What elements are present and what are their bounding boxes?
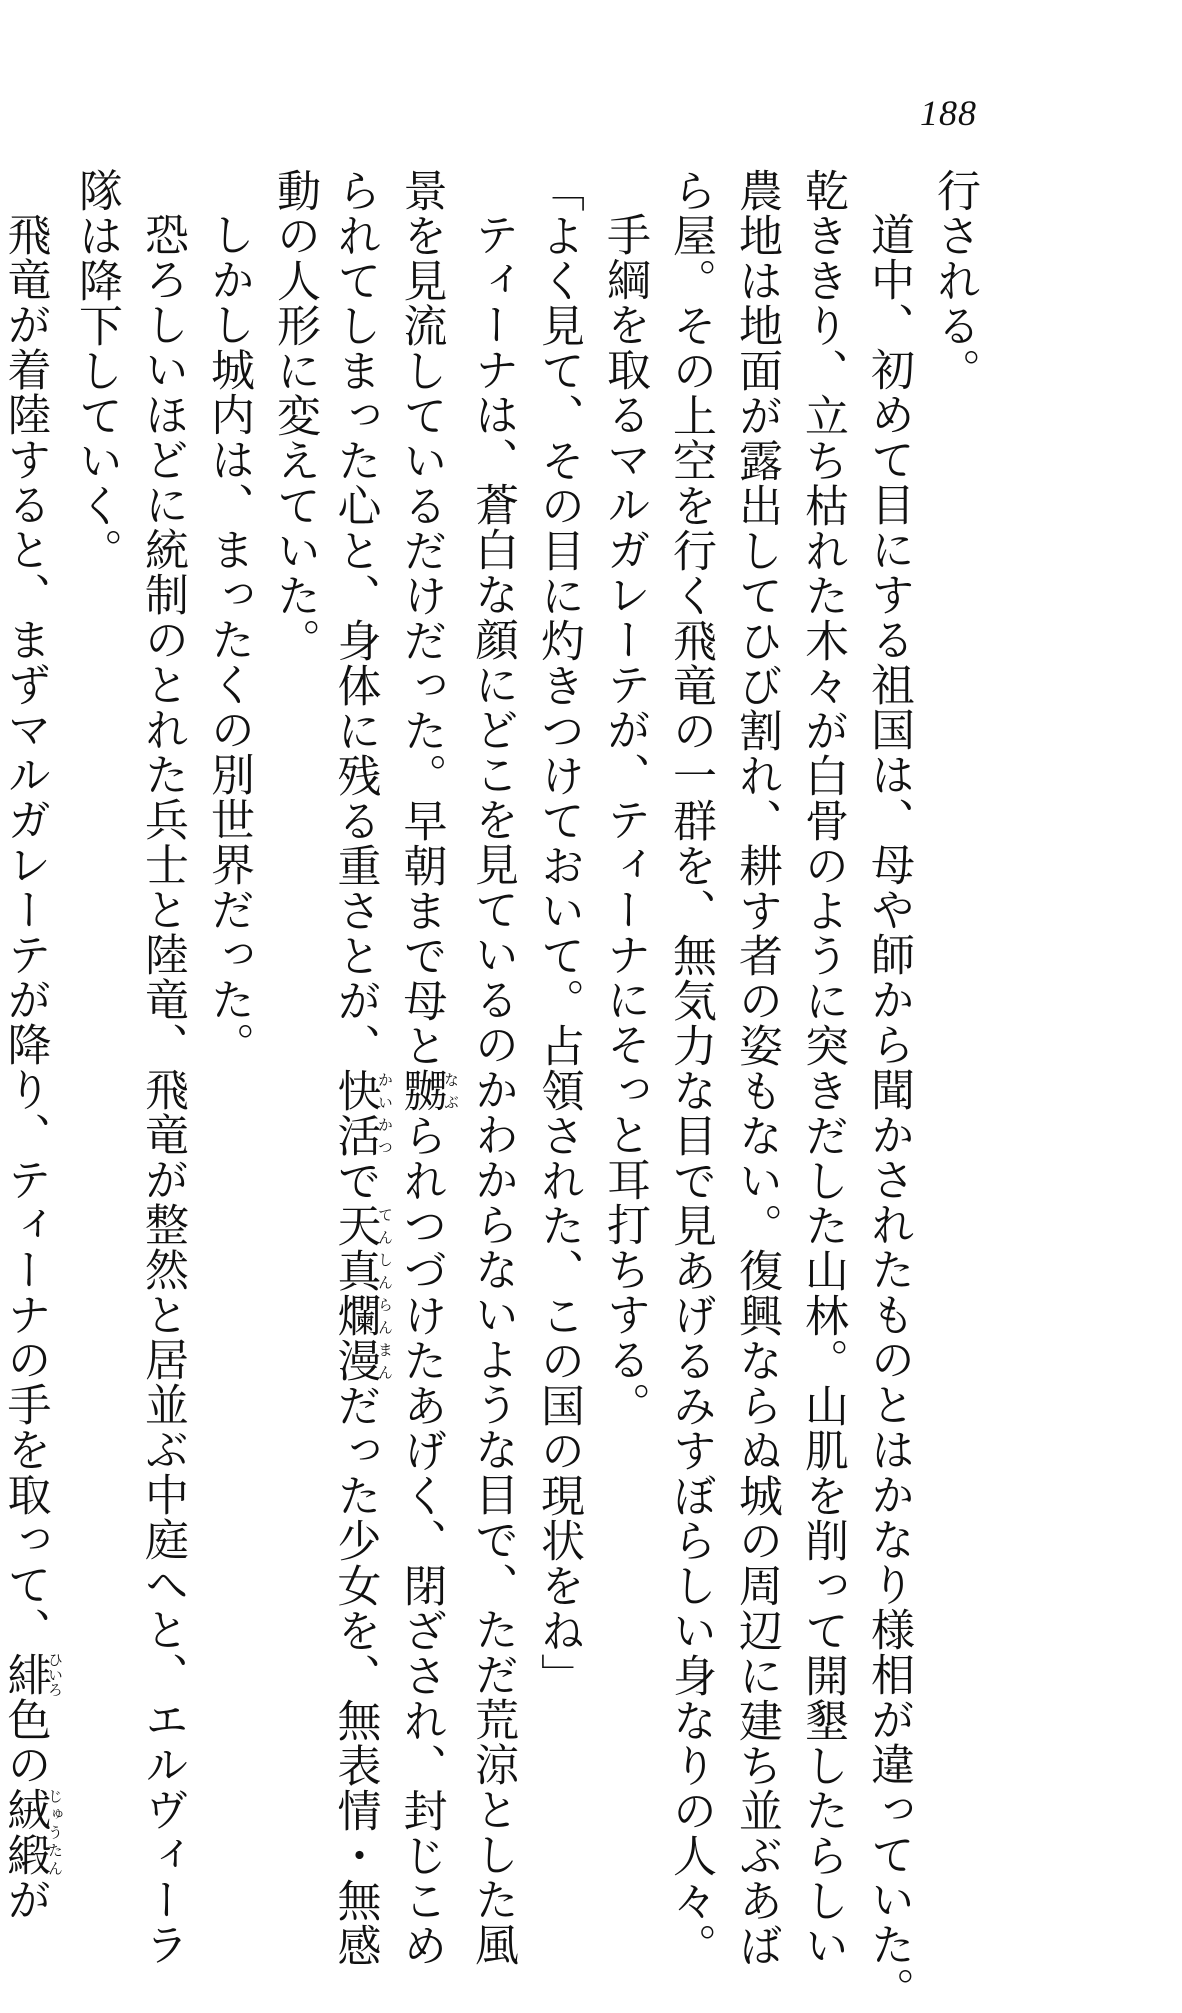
text-column: 道中、初めて目にする祖国は、母や師から聞かされたものとはかなり様相が違っていた。 [863, 212, 914, 2012]
text-column: られてしまった心と、身体に残る重さとが、快活かいかつで天真爛漫てんしんらんまんだった少女を、無表情・無感 [329, 168, 394, 1968]
text-column: 手綱を取るマルガレーテが、ティーナにそっと耳打ちする。 [599, 212, 650, 1427]
ruby-annotation: 嬲なぶ [395, 1068, 460, 1113]
text-column: 乾ききり、立ち枯れた木々が白骨のように突きだした山林。山肌を削って開墾したらしい [797, 168, 848, 1968]
ruby-annotation: 天真爛漫てんしんらんまん [329, 1203, 394, 1383]
text-column: 「よく見て、その目に灼きつけておいて。占領された、この国の現状をね」 [533, 168, 584, 1698]
text-column: ティーナは、蒼白な顔にどこを見ているのかわからないような目で、ただ荒涼とした風 [467, 212, 518, 1967]
text-column: 農地は地面が露出してひび割れ、耕す者の姿もない。復興ならぬ城の周辺に建ち並ぶあば [731, 168, 782, 1968]
ruby-annotation: 絨緞じゅうたん [0, 1787, 64, 1877]
ruby-annotation: 快活かいかつ [329, 1068, 394, 1158]
text-column: 景を見流しているだけだった。早朝まで母と嬲なぶられつづけたあげく、閉ざされ、封じこめ [395, 168, 460, 1968]
text-column: しかし城内は、まったくの別世界だった。 [203, 212, 254, 1067]
ruby-annotation: 緋ひいろ [0, 1652, 64, 1697]
text-column: 隊は降下していく。 [71, 168, 122, 573]
vertical-text-body [0, 168, 987, 2012]
text-column: 動の人形に変えていた。 [269, 168, 320, 663]
page-number: 188 [920, 93, 977, 133]
text-column: 恐ろしいほどに統制のとれた兵士と陸竜、飛竜が整然と居並ぶ中庭へと、エルヴィーラ [137, 212, 188, 1967]
text-column: ら屋。その上空を行く飛竜の一群を、無気力な目で見あげるみすぼらしい身なりの人々。 [665, 168, 716, 1968]
text-column: 行される。 [929, 168, 980, 393]
text-column: 飛竜が着陸すると、まずマルガレーテが降り、ティーナの手を取って、緋ひいろ色の絨緞じゅうたんが [0, 212, 64, 1922]
